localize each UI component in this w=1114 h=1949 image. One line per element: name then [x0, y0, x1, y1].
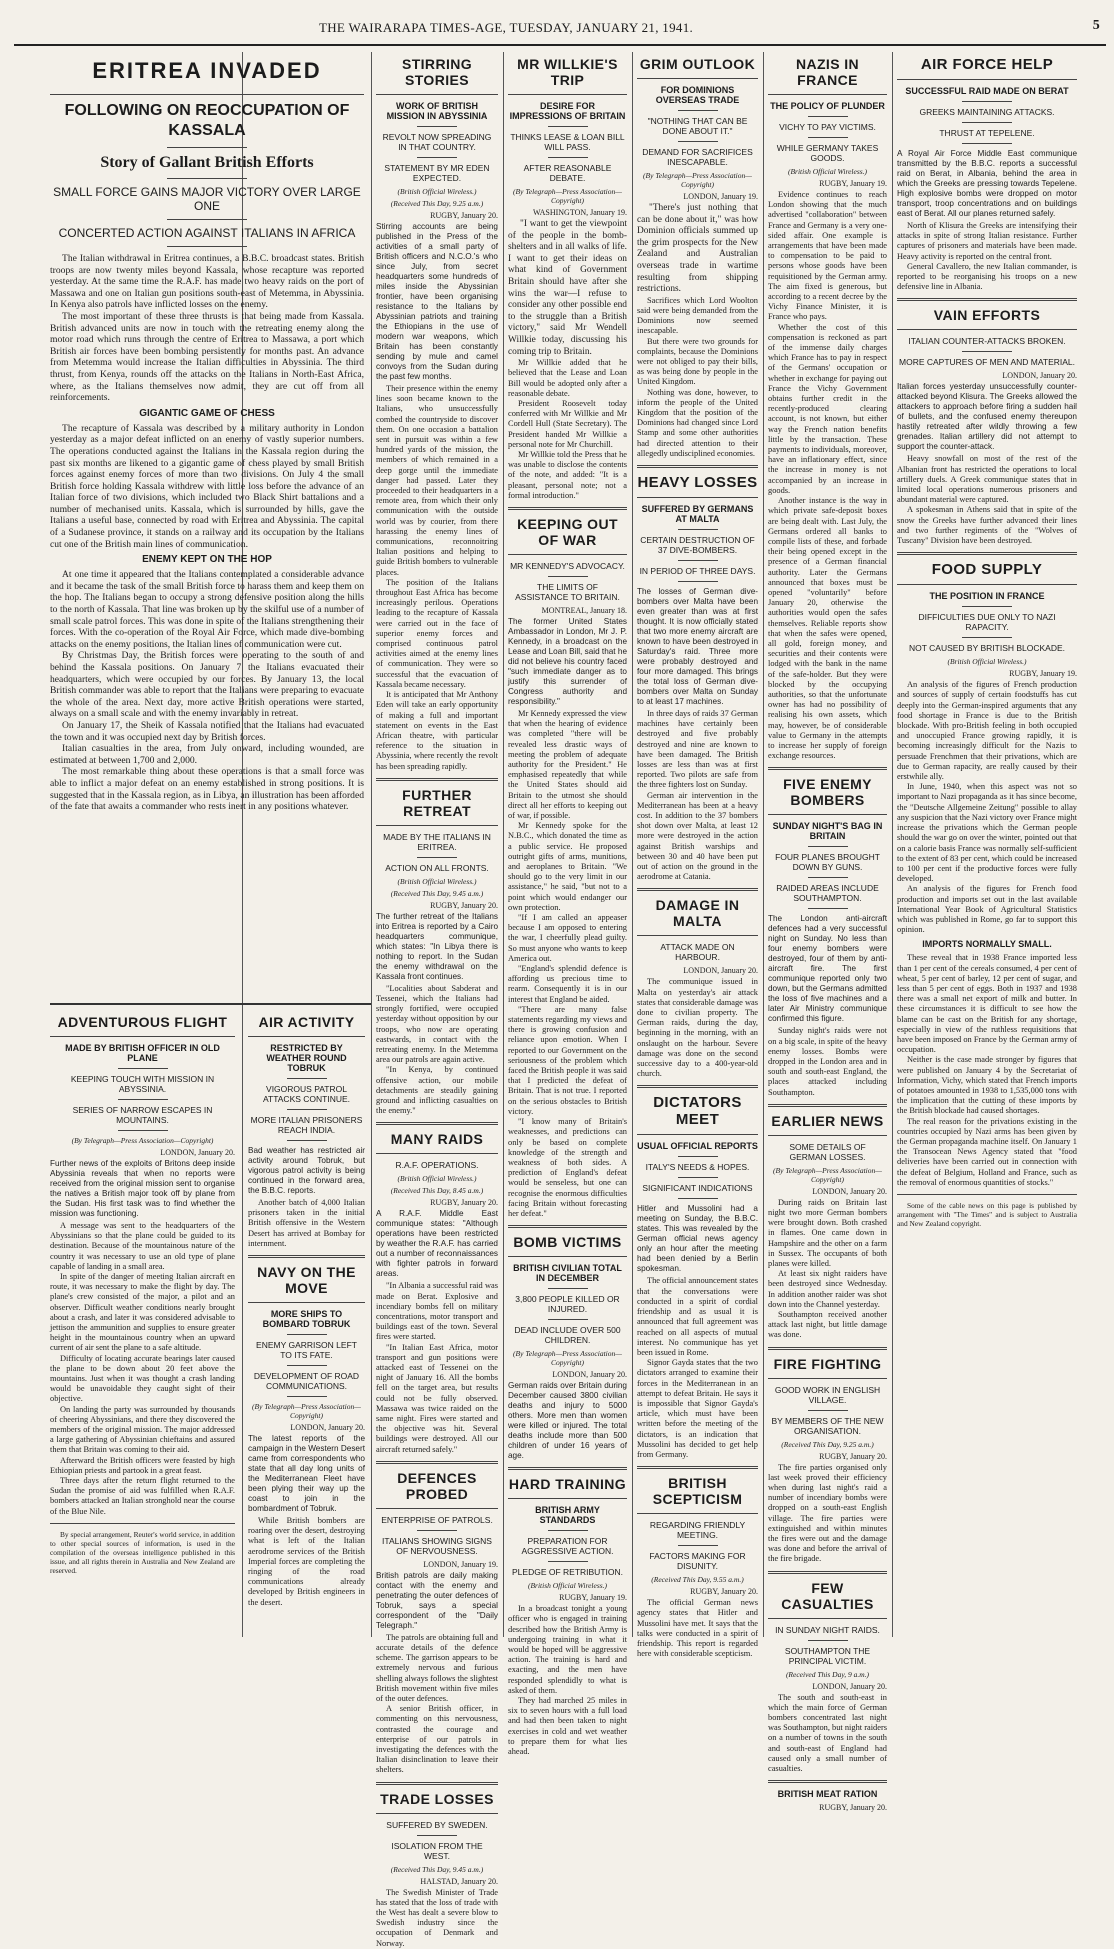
lead-paragraph: The former United States Ambassador in London, Mr J. P. Kennedy, in a broadcast on the Lease and Loan Bill, said that he did not believe his country faced "such immediate danger as to justify this surrender of Congress authority and responsibility." [508, 616, 627, 706]
credit-line: (By Telegraph—Press Association—Copyright) [773, 1165, 882, 1184]
column-7 [897, 52, 1077, 1637]
article-deck: SMALL FORCE GAINS MAJOR VICTORY OVER LARGE ONE [53, 185, 361, 213]
paragraph: The most important of these three thrusts is that being made from Kassala. British advanced units are now in touch with the retreating enemy along the motor road which runs through the centre of Eritrea to Massawa, a port which British air forces have been bombing persistently for months past. An advance from Metemma would increase the Italian difficulties in Abyssinia. The third thrust, from Kenya, rounds off the attacks on the Italians in North-East Africa, where, as the Italians themselves now admit, they are cut off from all reinforcements. [50, 310, 364, 404]
paragraph: But there were two grounds for complaints, because the Dominions were not obliged to pay their bills, as was being done by people in the United Kingdom. [637, 336, 758, 387]
paragraph: Sunday night's raids were not on a big scale, in spite of the heavy enemy losses. Bombs were dropped in the London area and in south and south-east England, the places attacked including Southampton. [768, 1026, 887, 1097]
article-headline: GRIM OUTLOOK [639, 56, 756, 72]
article-deck: PLEDGE OF RETRIBUTION. [512, 1567, 623, 1578]
lead-paragraph: A Royal Air Force Middle East communique transmitted by the B.B.C. reports a successful raid on Berat, in Albania, behind the area in which the Greeks are pressing towards Tepelene. High explosive bombs were dropped on motor transport, troop concentrations and on buildings east of Berat. All our planes returned safely. [897, 149, 1077, 218]
article-headline: NAZIS IN FRANCE [795, 56, 860, 88]
column-rule [632, 52, 633, 1637]
column-5 [637, 52, 758, 1659]
paragraph: In a broadcast tonight a young officer who is engaged in training described how the British Army is undergoing training in what it would be hoped will be aggressive action. The training is hard and exacting, and the men have responded splendidly to what is asked of them. [508, 1604, 627, 1695]
article-deck: THRUST AT TEPELENE. [939, 128, 1035, 138]
paragraph: "In Albania a successful raid was made on Berat. Explosive and incendiary bombs fell on military concentrations, motor transport and buildings east of the town. Several fires were started. [376, 1281, 498, 1342]
dateline: RUGBY, January 20. [430, 1198, 498, 1208]
lead-paragraph: Bad weather has restricted air activity around Tobruk, but vigorous patrol activity is being continued in the forward area, the B.B.C. reports. [248, 1146, 365, 1195]
credit-line: (British Official Wireless.) [397, 187, 477, 196]
credit-line: (Received This Day, 9.55 a.m.) [651, 1575, 744, 1585]
credit-line: (British Official Wireless.) [787, 167, 868, 176]
article-deck: FOR DOMINIONS OVERSEAS TRADE [655, 85, 740, 105]
dateline: LONDON, January 20. [812, 1186, 887, 1196]
column-rule [503, 52, 504, 1637]
article-deck: STATEMENT BY MR EDEN EXPECTED. [384, 163, 490, 183]
dateline: RUGBY, January 20. [690, 1587, 758, 1597]
lead-paragraph: Italian forces yesterday unsuccessfully counter-attacked beyond Klisura. The Greeks allowed the attackers to approach before firing a sudden hail of bullets, and the confused enemy thereupon hastily retreated after wildly throwing a few grenades. Italian artillery did not attempt to support the counter-attack. [897, 382, 1077, 452]
credit-line: (Received This Day, 9.25 a.m.) [781, 1439, 874, 1449]
article-deck: VICHY TO PAY VICTIMS. [779, 122, 876, 132]
article-headline: KEEPING OUT OF WAR [517, 515, 618, 548]
paragraph: Their presence within the enemy lines soon became known to the Italians, who unsuccessfully combed the countryside to discover them. On one occasion a battalion sent in pursuit was within a few hundred yards of the mission, the members of which remained in a deep gorge until the immediate danger had passed. Later they proceeded to their headquarters in a remote area, from which their only communication with the outside world was by courier, from there harassing the enemy lines of communications, reconnoitring Italian positions and helping to guide British bombers to vulnerable places. [376, 384, 498, 577]
lead-paragraph: The London anti-aircraft defences had a very successful night on Sunday. No less than four enemy bombers were destroyed, four of them by anti-aircraft fire. The first communique reported only two down, but the Germans admitted the loss of five machines and a later Air Ministry communique confirmed this figure. [768, 914, 887, 1024]
article-headline: BOMB VICTIMS [513, 1234, 622, 1251]
article-headline: ADVENTUROUS FLIGHT [57, 1014, 228, 1030]
paragraph: Another batch of 4,000 Italian prisoners taken in the initial British offensive in the Western Desert has arrived at Bombay for internment. [248, 1198, 365, 1248]
article-deck: MADE BY BRITISH OFFICER IN OLD PLANE [65, 1043, 220, 1063]
lead-paragraph: German raids over Britain during December caused 3800 civilian deaths and injury to 5000 others. More men than women were killed or injured. The total deaths include more than 500 children of under 16 years of age. [508, 1381, 627, 1461]
paragraph: Mr Willkie added that he believed that the Lease and Loan Bill would be adopted only after a reasonable debate. [508, 358, 627, 398]
paragraph: Afterward the British officers were feasted by high Ethiopian priests and partook in a great feast. [50, 1455, 235, 1475]
article-deck: RESTRICTED BY WEATHER ROUND TOBRUK [266, 1043, 347, 1073]
article-deck: GREEKS MAINTAINING ATTACKS. [919, 107, 1055, 117]
paragraph: They had marched 25 miles in six to seven hours with a full load and had then been taken to night exercises in cold and wet weather to prepare them for what lies ahead. [508, 1695, 627, 1756]
credit-line: (British Official Wireless.) [527, 1581, 608, 1591]
article-headline: FIRE FIGHTING [773, 1355, 882, 1372]
paragraph: "In Kenya, by continued offensive action, our mobile detachments are steadily gaining ground and inflicting casualties on the enemy." [376, 1065, 498, 1116]
paragraph: Whether the cost of this compensation is reckoned as part of the immense daily charges which France has to pay in respect of the Germans' occupation or whether in exchange for paying out France the Vichy Government obtains further credit in the recently-produced clearing account, is not known, but either way the French nation benefits little by the transaction. These payments to individuals, moreover, have an inflationary effect, since the increase in money is not accompanied by an increase in goods. [768, 322, 887, 495]
article-deck: THE LIMITS OF ASSISTANCE TO BRITAIN. [515, 581, 620, 602]
article-deck: SOUTHAMPTON THE PRINCIPAL VICTIM. [784, 1645, 871, 1666]
dateline: LONDON, January 20. [552, 1370, 627, 1380]
lead-paragraph: A R.A.F. Middle East communique states: "Although operations have been restricted by weather the R.A.F. has carried out a number of reconnaissances with fighter patrols in forward areas. [376, 1209, 498, 1279]
article-air-activity [248, 1010, 365, 1635]
column-3 [376, 52, 498, 1948]
article-deck: SOME DETAILS OF GERMAN LOSSES. [789, 1141, 866, 1162]
article-headline: MANY RAIDS [390, 1131, 484, 1148]
article-deck: MORE SHIPS TO BOMBARD TOBRUK [262, 1309, 351, 1330]
dateline: RUGBY, January 20. [819, 1803, 887, 1813]
article-headline: ERITREA INVADED [92, 58, 322, 83]
article-deck: SUFFERED BY SWEDEN. [386, 1819, 488, 1830]
subheading: IMPORTS NORMALLY SMALL. [922, 939, 1052, 950]
lead-paragraph: Further news of the exploits of Britons deep inside Abyssinia reveals that when no reports were received from the original mission sent to organise the natives a British major took off by plane from the Sudan. His first task was to find whether the mission was functioning. [50, 1159, 235, 1218]
article-deck: ISOLATION FROM THE WEST. [391, 1840, 483, 1861]
paragraph: Italian casualties in the area, from July onward, including wounded, are estimated at between 1,700 and 2,000. [50, 743, 364, 766]
paragraph: A spokesman in Athens said that in spite of the snow the Greeks have further advanced their lines and two further regiments of the "Wolves of Tuscany" Division have been destroyed. [897, 505, 1077, 546]
credit-line: (Received This Day, 9.45 a.m.) [390, 888, 484, 898]
article-headline: FOOD SUPPLY [931, 561, 1043, 579]
paragraph: The position of the Italians throughout East Africa has become increasingly perilous. Operations leading to the recapture of Kassala were carried out in the face of superior enemy forces and comprised continuous patrol activities aimed at the enemy lines of communication. They were so successful that the evacuation of Kassala became necessary. [376, 577, 498, 689]
dateline: LONDON, January 20. [160, 1148, 235, 1157]
article-deck: SIGNIFICANT INDICATIONS [642, 1183, 753, 1194]
article-deck: GOOD WORK IN ENGLISH VILLAGE. [774, 1384, 881, 1405]
column-6 [768, 52, 887, 1813]
paragraph: An analysis of the figures for French food production and imports set out in the last available International Year Book of Agricultural Statistics which was published in Rome, go far to support this opinion. [897, 884, 1077, 935]
article-headline: DICTATORS MEET [653, 1094, 742, 1129]
dateline: RUGBY, January 19. [559, 1593, 627, 1603]
paragraph: The official announcement states that the conversations were conducted in a spirit of cordial friendship and as usual it is announced that full agreement was reached on all aspects of mutual interest. No communique has yet been issued in Rome. [637, 1276, 758, 1357]
article-headline: HARD TRAINING [508, 1476, 627, 1493]
paragraph: On landing the party was surrounded by thousands of cheering Abyssinians, and there they discovered the members of the original mission. The major addressed a large gathering of Abyssinian chieftains and assured them that Britain was coming to their aid. [50, 1404, 235, 1455]
paragraph: "England's splendid defence is affording us precious time to rearm. Consequently it is in our interest that England be aided. [508, 964, 627, 1004]
article-headline: AIR ACTIVITY [258, 1014, 355, 1030]
article-headline: DAMAGE IN MALTA [655, 897, 740, 930]
column-rule [371, 52, 372, 1637]
article-deck: BRITISH ARMY STANDARDS [535, 1505, 600, 1526]
dateline: RUGBY, January 19. [819, 179, 887, 188]
paragraph: A senior British officer, in commenting on this nervousness, contrasted the courage and enterprise of our patrols in investigating the defences with the Italian disinclination to leave their shelters. [376, 1704, 498, 1775]
footnote: Some of the cable news on this page is published by arrangement with "The Times" and is subject to Australia and New Zealand copyright. [897, 1201, 1077, 1228]
article-deck: CERTAIN DESTRUCTION OF 37 DIVE-BOMBERS. [640, 535, 755, 555]
credit-line: (By Telegraph—Press Association—Copyright) [513, 1349, 622, 1368]
article-headline: FEW CASUALTIES [781, 1579, 874, 1612]
paragraph: At least six night raiders have been destroyed since Wednesday. In addition another raider was shot down into the Channel yesterday. [768, 1269, 887, 1309]
subheading: GIGANTIC GAME OF CHESS [139, 407, 275, 419]
subheading: ENEMY KEPT ON THE HOP [142, 554, 272, 566]
paragraph: While British bombers are roaring over the desert, destroying what is left of the Italian aerodrome services of the British Imperial forces are completing the ringing of the road communications already developed by British engineers in the desert. [248, 1516, 365, 1607]
paragraph: General Cavallero, the new Italian commander, is reported to be reorganising his troops on a new defensive line in Albania. [897, 261, 1077, 292]
masthead-title: THE WAIRARAPA TIMES-AGE, TUESDAY, JANUARY 21, 1941. [319, 20, 694, 35]
article-headline: FIVE ENEMY BOMBERS [783, 776, 872, 809]
article-deck: DIFFICULTIES DUE ONLY TO NAZI RAPACITY. [918, 612, 1056, 633]
article-deck: IN SUNDAY NIGHT RAIDS. [775, 1624, 880, 1635]
masthead-rule [14, 44, 1106, 46]
article-deck: FACTORS MAKING FOR DISUNITY. [649, 1551, 746, 1572]
paragraph: President Roosevelt today conferred with Mr Willkie and Mr Cordell Hull (State Secretary). The President handed Mr Willkie a personal note for Mr Churchill. [508, 398, 627, 449]
paragraph: The real reason for the privations existing in the countries occupied by Nazi arms has been given by the German propaganda machine itself. On January 1 the Transocean News Agency stated that "food deliveries have been carried out in connection with the defeat of Belgium, Holland and France, such as the removal of enormous quantities of stocks." [897, 1116, 1077, 1187]
lead-paragraph: The further retreat of the Italians into Eritrea is reported by a Cairo headquarters communique, which states: "In Libya there is nothing to report. In the Sudan the enemy withdrawal on the Kassala front continues. [376, 911, 498, 981]
dateline: RUGBY, January 20. [430, 900, 498, 910]
article-deck: REVOLT NOW SPREADING IN THAT COUNTRY. [382, 132, 492, 152]
article-deck: NOT CAUSED BY BRITISH BLOCKADE. [908, 643, 1066, 654]
article-headline: TRADE LOSSES [380, 1790, 494, 1807]
article-headline: FURTHER RETREAT [402, 786, 472, 819]
credit-line: (By Telegraph—Press Association—Copyright) [513, 187, 622, 205]
article-deck: VIGOROUS PATROL ATTACKS CONTINUE. [262, 1084, 351, 1104]
article-deck: SUNDAY NIGHT'S BAG IN BRITAIN [772, 821, 883, 842]
article-deck: MORE ITALIAN PRISONERS REACH INDIA. [250, 1115, 363, 1135]
masthead [14, 18, 1106, 42]
article-headline: MR WILLKIE'S TRIP [517, 56, 618, 88]
lead-paragraph: Hitler and Mussolini had a meeting on Sunday, the B.B.C. states. This was revealed by the German official news agency only an hour after the meeting had been denied by a Berlin spokesman. [637, 1204, 758, 1274]
credit-line: (Received This Day, 8.45 a.m.) [390, 1186, 484, 1196]
article-headline: STIRRING STORIES [401, 56, 473, 88]
page-number: 5 [1092, 18, 1100, 33]
paragraph: The south and south-east in which the main force of German bombers concentrated last night was Southampton, but night raiders on a number of towns in the south and south-east of England had caused only a small number of casualties. [768, 1692, 887, 1774]
article-deck: CONCERTED ACTION AGAINST ITALIANS IN AFRICA [58, 226, 356, 240]
paragraph: In June, 1940, when this aspect was not so important to Nazi propaganda as it has since become, the "Deutsche Allgemeine Zeitung" possible to allay any suspicion that the Nazi victory over France might increase the privations which the German people should the war go on over the winter, pointed out that on a calorie basis France was normally self-sufficient to the extent of 83 per cent, which could be increased to 100 per cent if the productive forces were fully developed. [897, 782, 1078, 884]
article-deck: SUCCESSFUL RAID MADE ON BERAT [905, 86, 1069, 96]
article-deck: "NOTHING THAT CAN BE DONE ABOUT IT." [647, 116, 748, 136]
paragraph: The official German news agency states that Hitler and Mussolini have met. It says that the talks were conducted in a spirit of friendship. This report is regarded here with considerable scepticism. [637, 1598, 758, 1659]
article-deck: RAIDED AREAS INCLUDE SOUTHAMPTON. [776, 883, 879, 904]
paragraph: The Italian withdrawal in Eritrea continues, a B.B.C. broadcast states. British troops are now twenty miles beyond Kassala, whose recapture was reported yesterday. At the same time the R.A.F. has made two heavy raids on the port of Massawa and one on Italian gun positions south-east of Metemma, in Abyssinia. In Kenya also patrols have inflicted losses on the enemy. [50, 253, 364, 311]
paragraph: The communique issued in Malta on yesterday's air attack states that considerable damage was done to civilian property. The German raids, during the day, beginning in the morning, with an onslaught on the harbour. Severe damage was done on the second successive day to a 400-year-old church. [637, 977, 758, 1079]
paragraph: Southampton received another attack last night, but little damage was done. [768, 1310, 887, 1340]
article-adventurous-flight [50, 1010, 235, 1635]
article-headline: HEAVY LOSSES [637, 474, 758, 491]
column-rule [763, 52, 764, 1637]
article-deck: WHILE GERMANY TAKES GOODS. [776, 143, 879, 163]
paragraph: During raids on Britain last night two more German bombers were brought down. Both crashed in flames. One came down in Hampshire and the other on a farm in Sussex. The occupants of both planes were killed. [768, 1197, 887, 1269]
credit-line: (Received This Day, 9 a.m.) [785, 1669, 870, 1679]
paragraph: Signor Gayda states that the two dictators arranged to examine their forces in the Mediterranean in an attempt to defeat Britain. He says it is impossible that Signor Gayda's article, which must have been written before the meeting of the dictators, is an indication that Mussolini has decided to get help from Germany. [637, 1358, 758, 1459]
article-deck: DESIRE FOR IMPRESSIONS OF BRITAIN [509, 101, 626, 121]
paragraph: North of Klisura the Greeks are intensifying their attacks in spite of strong Italian resistance. Further captures of prisoners and materials have been made. Heavy activity is reported on the central front. [897, 221, 1077, 261]
paragraph: Difficulty of locating accurate bearings later caused the plane to be down about 20 feet above the mountains. Just when it was thought a crash landing would be unavoidable they caught sight of their objective. [50, 1353, 235, 1404]
paragraph: "Localities about Sabderat and Tessenei, which the Italians had strongly fortified, were occupied yesterday without opposition by our troops, who now are operating eastwards, in contact with the retreating enemy. In the Metemma area our patrols are again active. [376, 983, 498, 1065]
article-deck: DEAD INCLUDE OVER 500 CHILDREN. [514, 1325, 621, 1346]
footnote: By special arrangement, Reuter's world service, in addition to other special sources of information, is used in the compilation of the overseas intelligence published in this issue, and all rights therein in Australia and New Zealand are reserved. [50, 1529, 235, 1575]
article-deck: BRITISH CIVILIAN TOTAL IN DECEMBER [513, 1263, 622, 1284]
paragraph: The fire parties organised only last week proved their efficiency when during last night's raid a number of incendiary bombs were dropped on a south-east English village. The fire parties were extinguished and within minutes the fires were out and the damage was done and before the arrival of the fire brigade. [768, 1462, 887, 1564]
paragraph: The patrols are obtaining full and accurate details of the defence scheme. The garrison appears to be extremely nervous and furious shelling always follows the slightest British movement within five miles of the outer defences. [376, 1632, 498, 1704]
paragraph: Mr Kennedy expressed the view that when the hearing of evidence was completed "there will be revealed less drastic ways of meeting the problem of adequate authority for the President." He emphasised repeatedly that while the United States should aid Britain to the utmost she should direct all her efforts to keeping out of war, if possible. [508, 708, 627, 820]
credit-line: (British Official Wireless.) [947, 657, 1027, 667]
credit-line: (British Official Wireless.) [397, 1174, 477, 1184]
paragraph: Evidence continues to reach London showing that the much advertised "collaboration" between France and Germany is a very one-sided affair. One example is arrangements that have been made to compensation to be paid to persons whose goods have been requisitioned by the German army. The aim fixed is generous, but according to a recent decree by the Vichy Finance Minister, it is France who pays. [768, 190, 887, 322]
dateline: LONDON, January 19. [683, 192, 758, 201]
credit-line: (By Telegraph—Press Association—Copyright) [643, 171, 752, 189]
paragraph: At one time it appeared that the Italians contemplated a considerable advance and it became the task of the small British force to harass them and keep them on the hop. The Italians began to occupy a strong defensive position along the hills to the north of Kassala. That line was broken up by the skilful use of a number of small scale patrol forces. This was done in spite of the Italians strengthening their forces. With the co-operation of the Royal Air Force, which made dive-bombing attacks on the enemy positions, the Italian lines of communication were cut. [50, 569, 364, 650]
dateline: HALSTAD, January 20. [420, 1876, 498, 1886]
article-deck: PREPARATION FOR AGGRESSIVE ACTION. [521, 1536, 614, 1557]
credit-line: (By Telegraph—Press Association—Copyright) [252, 1402, 361, 1421]
credit-line: (Received This Day, 9.25 a.m.) [390, 199, 484, 208]
article-deck: SUFFERED BY GERMANS AT MALTA [641, 504, 754, 524]
article-deck: THE POLICY OF PLUNDER [770, 101, 885, 111]
paragraph: Sacrifices which Lord Woolton said were being demanded from the Dominions now seemed inescapable. [637, 295, 758, 336]
dateline: LONDON, January 20. [1002, 371, 1077, 381]
paragraph: In spite of the danger of meeting Italian aircraft en route, it was necessary to make the flight by day. The plane's crew consisted of the major, a pilot and an observer. Difficult weather conditions nearly brought about a crash, and later it was considered advisable to jettison the ammunition and supplies to ensure greater height in the mountainous country when an upward current of air sent the plane to a safe altitude. [50, 1272, 235, 1353]
paragraph: German air intervention in the Mediterranean has been at a heavy cost. In addition to the 37 bombers shot down over Malta, at least 12 more were destroyed in the action against British warships and between 30 and 40 have been put out of action on the ground in the aerodrome at Catania. [637, 790, 758, 882]
dateline: WASHINGTON, January 19. [532, 208, 627, 217]
paragraph: "There are many false statements regarding my views and there is growing confusion and reliance upon emotion. When I reported to our Government on the seriousness of the problem which faced the British people it was said that I predicted the defeat of Britain. That is not true. I reported on the serious obstacles to British victory. [508, 1004, 627, 1116]
dateline: MONTREAL, January 18. [541, 605, 627, 615]
article-deck: FOUR PLANES BROUGHT DOWN BY GUNS. [775, 852, 880, 873]
article-deck: ACTION ON ALL FRONTS. [385, 862, 489, 873]
section-rule [50, 1003, 371, 1005]
newspaper-page [14, 0, 1106, 1948]
paragraph: Mr Willkie told the Press that he was unable to disclose the contents of the note, and added: "It is a pleasant, personal note; not a formal introduction." [508, 449, 627, 500]
dateline: RUGBY, January 20. [819, 1451, 887, 1461]
article-deck: ATTACK MADE ON HARBOUR. [660, 942, 735, 963]
lead-paragraph: Stirring accounts are being published in the Press of the activities of a small party of British officers and N.C.O.'s who since July, from secret headquarters some hundreds of miles inside the Abyssinian frontier, have been organising resistance to the Italians by Abyssinian patriots and training the Ethiopians in the use of modern war weapons, which Britain has been constantly sending by mule and camel convoys from the Sudan during the past few months. [376, 222, 498, 381]
article-deck: MR KENNEDY'S ADVOCACY. [510, 560, 625, 571]
paragraph: Three days after the return flight returned to the Sudan the promise of aid was fulfilled when R.A.F. bombers attacked an Italian stronghold near the course of the Blue Nile. [50, 1476, 235, 1516]
paragraph: By Christmas Day, the British forces were operating to the south of and behind the Kassala positions. On January 7 the Italians evacuated their headquarters, which were occupied by our forces. By January 13, the local British commander was able to report that the Italians were preparing to evacuate the whole of the area. Next day, more active British operations were started, always on a small scale and with the enemy invariably in retreat. [50, 650, 364, 720]
lead-paragraph: The latest reports of the campaign in the Western Desert came from correspondents who state that all day long units of the Mediterranean Fleet have been plying their way up the coast to join in the bombardment of Tobruk. [248, 1434, 365, 1514]
article-deck: THINKS LEASE & LOAN BILL WILL PASS. [510, 132, 625, 152]
article-headline: EARLIER NEWS [771, 1112, 884, 1129]
article-deck: R.A.F. OPERATIONS. [395, 1160, 479, 1171]
credit-line: (Received This Day, 9.45 a.m.) [390, 1864, 484, 1874]
article-headline: BRITISH SCEPTICISM [652, 1475, 743, 1508]
paragraph: The most remarkable thing about these operations is that a small force was able to inflict a major defeat on an enemy established in strong positions. It is suggested that in the Kassala region, as in Libya, an illustration has been afforded of the fate that awaits a commander who rests inert in any positions whatever. [50, 766, 364, 813]
paragraph: Mr Kennedy spoke for the N.B.C., which donated the time as a public service. He proposed outright gifts of arms, munitions, and aeroplanes to Britain. "We should go to the very limit in our assistance," he said, "but not to a point which would endanger our own protection. [508, 821, 627, 912]
article-deck: DEMAND FOR SACRIFICES INESCAPABLE. [642, 147, 753, 167]
article-deck: AFTER REASONABLE DEBATE. [523, 163, 612, 183]
dateline: LONDON, January 20. [812, 1681, 887, 1691]
paragraph: An analysis of the figures of French production and sources of supply of certain foodstuffs has cut deeply into the German-inspired arguments that any food shortage in France is due to the British blockade. With pro-British feeling in both occupied and unoccupied France growing rapidly, it is becoming increasingly difficult for the Nazis to persuade Frenchmen that their privations, which are due to German rapacity, are really caused by their erstwhile ally. [897, 680, 1077, 782]
paragraph: On January 17, the Sheik of Kassala notified that the Italians had evacuated the town and it was occupied next day by British forces. [50, 719, 364, 743]
article-deck: ITALIAN COUNTER-ATTACKS BROKEN. [908, 336, 1066, 347]
article-eritrea [50, 52, 364, 1002]
paragraph: Another instance is the way in which private safe-deposit boxes are being dealt with. Last July, the Germans ordered all banks to compile lists of these, and forbade their being opened except in the presence of a German financial authority. Later the Germans announced that boxes must be opened "voluntarily" before January 20, otherwise the authorities would open the safes themselves. Reliable reports show that when the safes were opened, all gold, foreign money, and securities and their contents were lodged with the bank in the name of the safe-holder. But they were blocked by the occupying authorities, so that the unfortunate owner has had no possibility of realising his own assets, which may, however, be of considerable value to Germany in the attempts to increase her supply of foreign exchange resources. [768, 496, 887, 761]
dateline: RUGBY, January 19. [1009, 669, 1077, 679]
paragraph: The recapture of Kassala was described by a military authority in London yesterday as a major defeat inflicted on an enemy of vastly superior numbers. The operations conducted against the Italians in the Kassala region during the past six months are likened to a gigantic game of chess played by small British forces against enemy forces of more than two divisions. On July 4 the small British force holding Kassala withdrew with little loss before the advance of an Italian force of two divisions, which included two Black Shirt battalions and a number of mechanised units. Kassala, which is surrounded by hills, gave the Italians a useful base, connected by road with Eritrea and Abyssinia. The capital of a Sudanese province, it stands on a railway and its occupation by the Italians cut one of the British main lines of communication. [50, 422, 364, 550]
article-headline: DEFENCES PROBED [397, 1469, 477, 1502]
paragraph: These reveal that in 1938 France imported less than 1 per cent of the cereals consumed, 4 per cent of wheat, 5 per cent of barley, 12 per cent of sugar, and less than 5 per cent of eggs. Both in 1937 and 1938 there was a small net export of milk and butter. In these circumstances it is difficult to see how the blame can be cast on the British for any shortage, especially in view of the ruthless requisitions that have been imposed on France by the German army of occupation. [897, 953, 1077, 1055]
dateline: LONDON, January 20. [290, 1423, 365, 1433]
credit-line: (British Official Wireless.) [397, 876, 477, 886]
article-deck: ITALY'S NEEDS & HOPES. [645, 1162, 750, 1173]
column-rule [892, 52, 893, 1637]
dateline: RUGBY, January 20. [430, 211, 498, 220]
article-deck: IN PERIOD OF THREE DAYS. [639, 566, 756, 576]
lead-paragraph: The losses of German dive-bombers over Malta have been even greater than was at first thought. It is now officially stated that two more enemy aircraft are known to have been destroyed in Saturday's raid. Three more were probably destroyed and four more damaged. This brings the total loss of German dive-bombers over Malta on Sunday to at least 17 machines. [637, 587, 758, 706]
article-deck: WORK OF BRITISH MISSION IN ABYSSINIA [386, 101, 488, 121]
article-deck: REGARDING FRIENDLY MEETING. [649, 1520, 746, 1541]
article-deck: SERIES OF NARROW ESCAPES IN MOUNTAINS. [72, 1105, 213, 1125]
article-deck: USUAL OFFICIAL REPORTS [637, 1141, 758, 1152]
paragraph: It is anticipated that Mr Anthony Eden will take an early opportunity of making a full and important statement on events in the East African theatre, with particular reference to the situation in Abyssinia, where recently the revolt has been spreading rapidly. [376, 690, 498, 771]
article-deck: KEEPING TOUCH WITH MISSION IN ABYSSINIA. [70, 1074, 215, 1094]
credit-line: (By Telegraph—Press Association—Copyright) [71, 1136, 214, 1145]
article-deck: Story of Gallant British Efforts [100, 154, 314, 171]
paragraph: Heavy snowfall on most of the rest of the Albanian front has restricted the operations to local artillery duels. A Greek communique states that in limited local operations numerous prisoners and abundant material were captured. [897, 454, 1077, 505]
article-deck: THE POSITION IN FRANCE [929, 591, 1045, 602]
paragraph: "If I am called an appeaser because I am opposed to entering the war, I cheerfully plead guilty. So must anyone who wants to keep America out. [508, 913, 627, 963]
paragraph: "There's just nothing that can be done about it," was how Dominion officials summed up the grim prospects for the New Zealand and Australian overseas trade in wartime resulting from shipping restrictions. [637, 203, 758, 295]
paragraph: In three days of raids 37 German machines have certainly been destroyed and five probably destroyed and nine are known to have been damaged. The British losses are less than was at first reported. Two pilots are safe from the three fighters lost on Sunday. [637, 709, 758, 790]
article-deck: ENEMY GARRISON LEFT TO ITS FATE. [256, 1340, 357, 1361]
paragraph: Neither is the case made stronger by figures that were published on January 4 by the Secretariat of Information, Vichy, which stated that French imports of potatoes amounted in 1938 to 1,535,000 tons with the implication that the cutting of these imports by the British blockade had caused shortages. [897, 1055, 1077, 1116]
article-deck: MADE BY THE ITALIANS IN ERITREA. [383, 831, 491, 852]
article-deck: BY MEMBERS OF THE NEW ORGANISATION. [771, 1415, 884, 1436]
article-headline: AIR FORCE HELP [920, 56, 1054, 73]
paragraph: Nothing was done, however, to inform the people of the United Kingdom that the position of the Dominions had changed since Lord Stamp and some other authorities had directed attention to their allegedly undisciplined economies. [637, 387, 758, 458]
article-deck: 3,800 PEOPLE KILLED OR INJURED. [515, 1294, 620, 1315]
lead-paragraph: British patrols are daily making contact with the enemy and penetrating the outer defences of Tobruk, says a special correspondent of the "Daily Telegraph." [376, 1570, 498, 1630]
article-deck: ITALIANS SHOWING SIGNS OF NERVOUSNESS. [382, 1535, 492, 1556]
article-deck: DEVELOPMENT OF ROAD COMMUNICATIONS. [253, 1371, 360, 1392]
article-headline: NAVY ON THE MOVE [257, 1264, 356, 1297]
paragraph: A message was sent to the headquarters of the Abyssinians so that the plane could be guided to its destination. Because of the mountainous nature of the country it was necessary to use an old type of plane capable of landing in a small area. [50, 1221, 235, 1271]
article-deck: ENTERPRISE OF PATROLS. [381, 1514, 493, 1525]
dateline: LONDON, January 20. [683, 966, 758, 976]
dateline: LONDON, January 19. [423, 1559, 498, 1569]
article-headline: VAIN EFFORTS [933, 307, 1041, 324]
article-deck: MORE CAPTURES OF MEN AND MATERIAL. [899, 357, 1076, 368]
article-headline: BRITISH MEAT RATION [777, 1789, 878, 1800]
paragraph: "I know many of Britain's weaknesses, and predictions can only be based on complete knowledge of the strength and weakness of both sides. A prediction of England's defeat would be senseless, but one can recognise the enormous difficulties facing Britain without forecasting her defeat." [508, 1117, 627, 1218]
article-deck: FOLLOWING ON REOCCUPATION OF KASSALA [64, 102, 350, 139]
paragraph: "I want to get the viewpoint of the people in the bomb-shelters and in all walks of life. I want to get their ideas on what kind of Government Britain should have after she wins the war—I refuse to consider any other possible end to the struggle than a British victory," said Mr Wendell Willkie today, discussing his coming trip to Britain. [508, 219, 627, 357]
paragraph: "In Italian East Africa, motor transport and gun positions were attacked east of Tessenei on the night of January 16. All the bombs fell on the target area, but results could not be fully observed. Massawa was twice raided on the same night. Fires were started and the objective was hit. Several buildings were destroyed. All our aircraft returned safely." [376, 1342, 498, 1454]
column-4 [508, 52, 627, 1756]
paragraph: The Swedish Minister of Trade has stated that the loss of trade with the West has dealt a severe blow to Swedish industry since the occupation of Denmark and Norway. [376, 1887, 498, 1948]
